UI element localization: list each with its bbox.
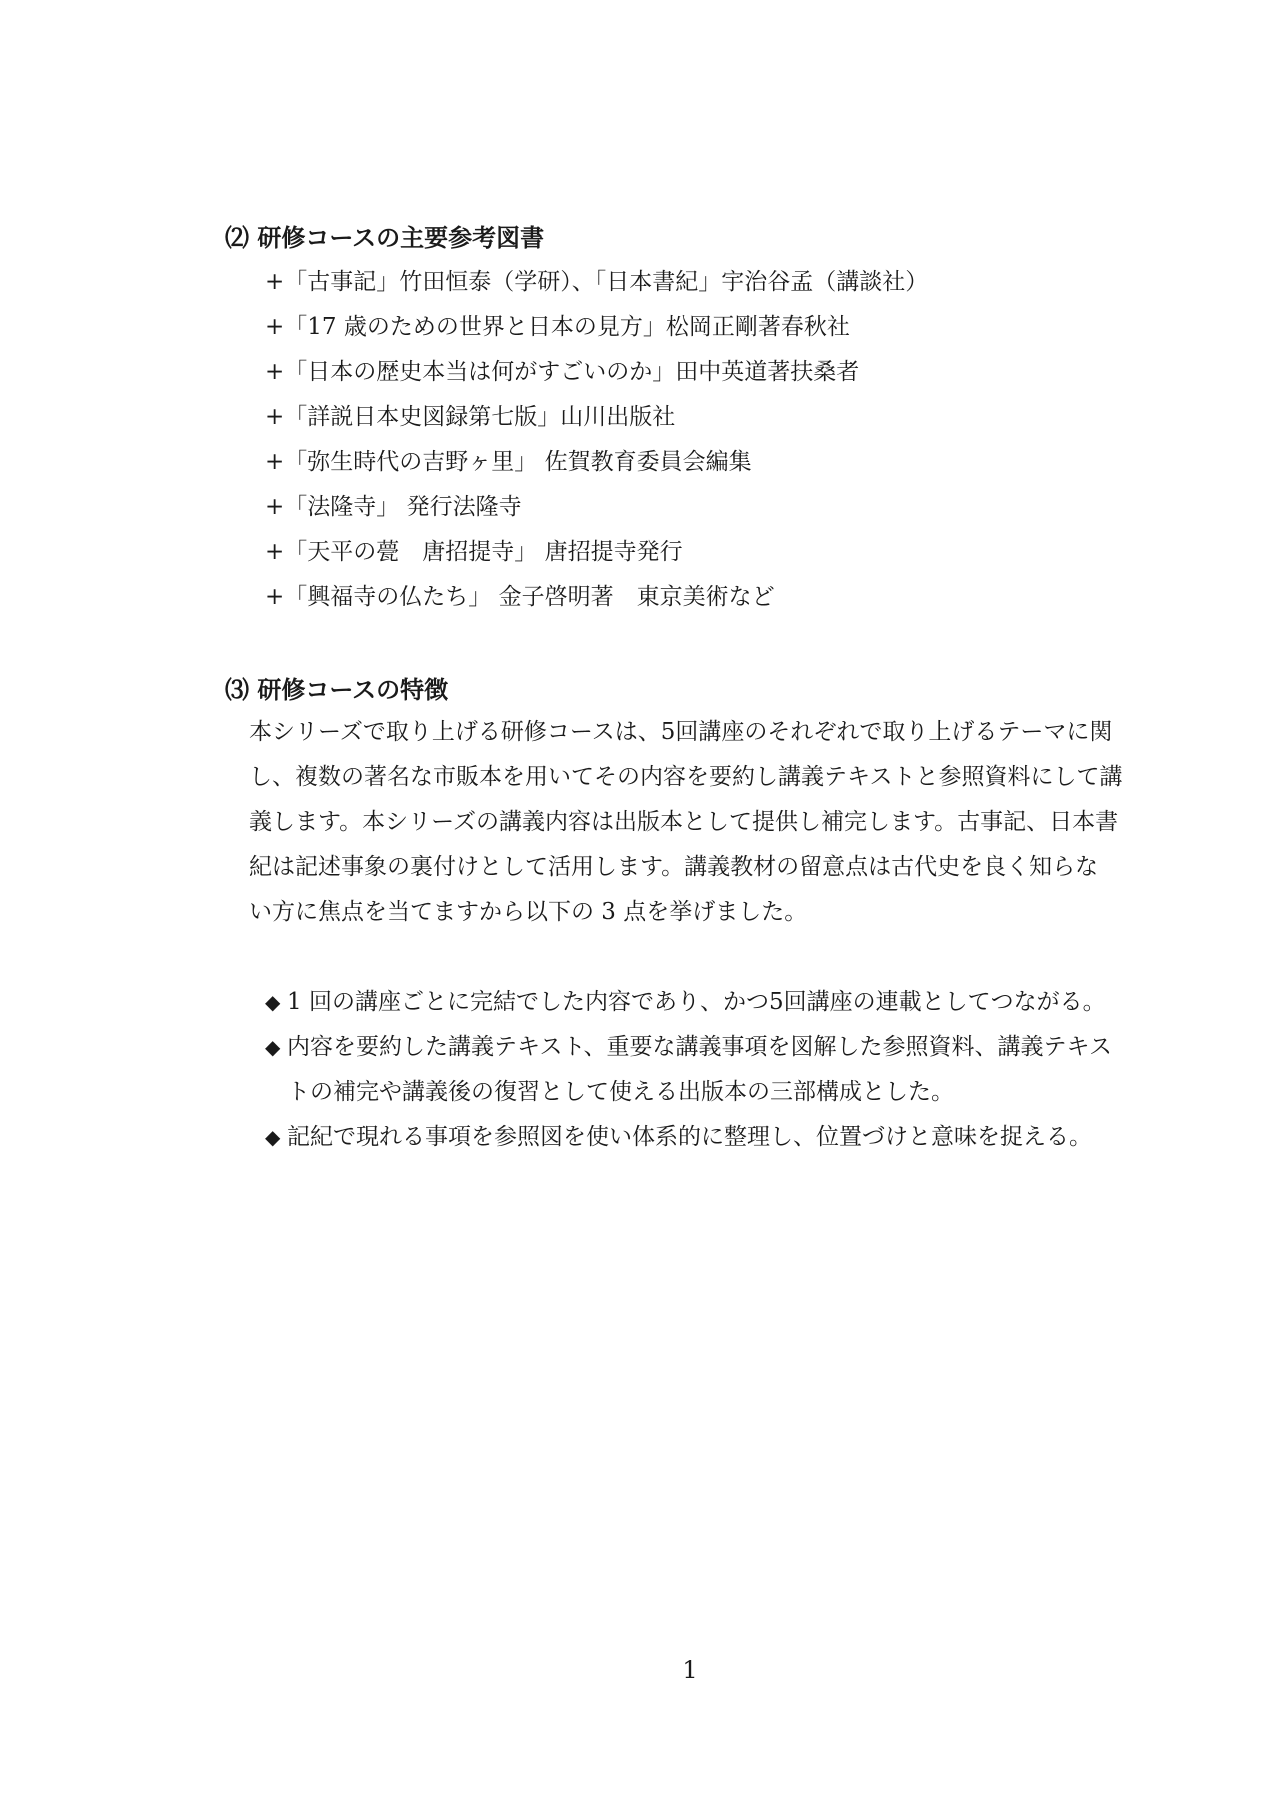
section-heading: ⑶ 研修コースの特徴 [225, 676, 449, 704]
reference-item: +「詳説日本史図録第七版」山川出版社 [265, 404, 676, 430]
feature-item [265, 1025, 1185, 1115]
paragraph-line: 本シリーズで取り上げる研修コースは、5回講座のそれぞれで取り上げるテーマに関 [249, 719, 1113, 745]
feature-line: 1 回の講座ごとに完結でした内容であり、かつ5回講座の連載としてつながる。 [287, 989, 1106, 1015]
feature-line: 内容を要約した講義テキスト、重要な講義事項を図解した参照資料、講義テキス [287, 1034, 1113, 1060]
features-paragraph [249, 710, 1179, 935]
page-number: 1 [682, 1656, 698, 1684]
feature-text [287, 980, 1106, 1025]
paragraph-line: し、複数の著名な市販本を用いてその内容を要約し講義テキストと参照資料にして講 [249, 764, 1123, 790]
section-heading: ⑵ 研修コースの主要参考図書 [225, 224, 545, 252]
paragraph-line: 義します。本シリーズの講義内容は出版本として提供し補完します。古事記、日本書 [249, 809, 1119, 835]
paragraph-line: 紀は記述事象の裏付けとして活用します。講義教材の留意点は古代史を良く知らな [249, 854, 1099, 880]
feature-list [265, 980, 1185, 1160]
feature-item [265, 1115, 1185, 1160]
reference-item: +「興福寺の仏たち」 金子啓明著 東京美術など [265, 584, 775, 610]
reference-item: +「日本の歴史本当は何がすごいのか」田中英道著扶桑者 [265, 359, 860, 385]
section-course-features [225, 674, 1185, 935]
feature-item [265, 980, 1185, 1025]
diamond-bullet-icon: ◆ [265, 1035, 281, 1059]
reference-item: +「古事記」竹田恒泰（学研）、「日本書紀」宇治谷孟（講談社） [265, 269, 929, 295]
reference-item: +「弥生時代の吉野ヶ里」 佐賀教育委員会編集 [265, 449, 752, 475]
reference-item: +「天平の甍 唐招提寺」 唐招提寺発行 [265, 539, 683, 565]
section-reference-books [225, 222, 1185, 620]
reference-item: +「17 歳のための世界と日本の見方」松岡正剛著春秋社 [265, 314, 850, 340]
diamond-bullet-icon: ◆ [265, 990, 281, 1014]
feature-text [287, 1025, 1112, 1115]
feature-text [287, 1115, 1092, 1160]
reference-list [225, 260, 1185, 620]
feature-line: トの補完や講義後の復習として使える出版本の三部構成とした。 [287, 1079, 954, 1105]
feature-line: 記紀で現れる事項を参照図を使い体系的に整理し、位置づけと意味を捉える。 [287, 1124, 1092, 1150]
diamond-bullet-icon: ◆ [265, 1125, 281, 1149]
paragraph-line: い方に焦点を当てますから以下の 3 点を挙げました。 [249, 899, 808, 925]
reference-item: +「法隆寺」 発行法隆寺 [265, 494, 522, 520]
